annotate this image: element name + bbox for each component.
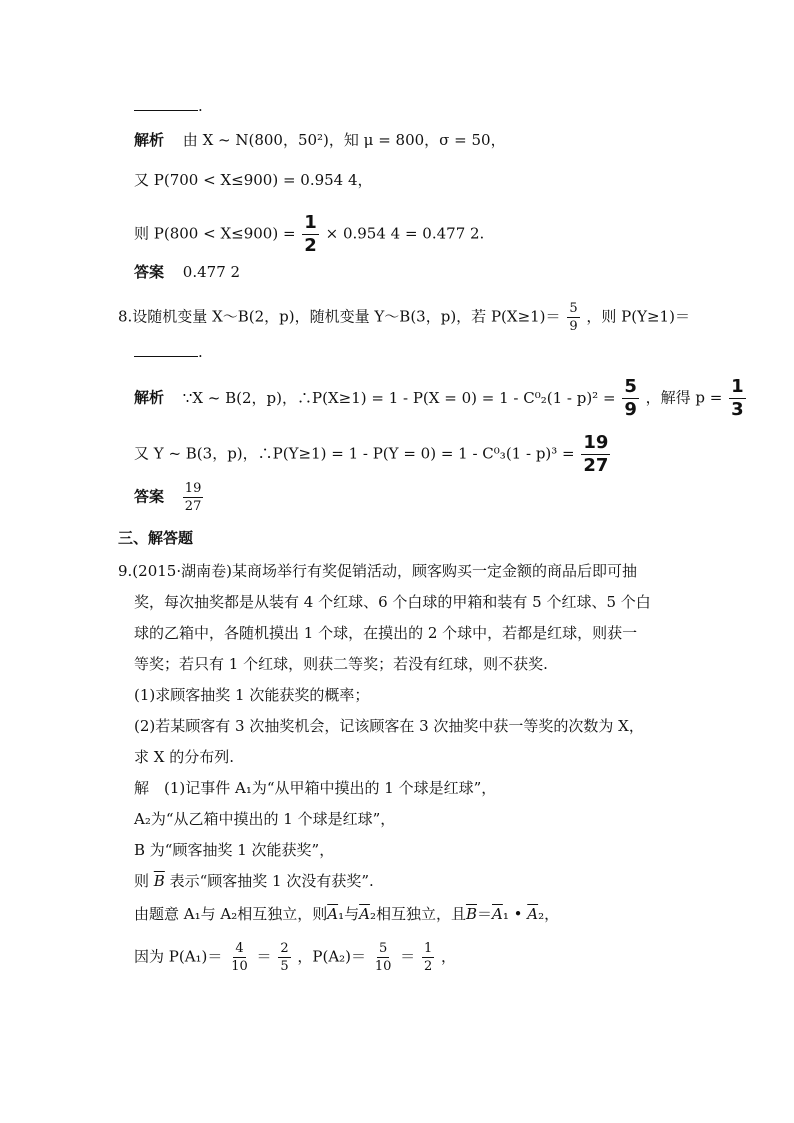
q9-solution-line6 — [134, 942, 456, 973]
q7-analysis-line3 — [134, 214, 484, 255]
complement-a2: $\overline{A}$ — [527, 905, 539, 923]
q9-stem-line1: 9.(2015·湖南卷)某商场举行有奖促销活动，顾客购买一定金额的商品后即可抽 — [118, 562, 637, 580]
answer-label: 答案 — [134, 263, 165, 281]
solution-text: 由题意 A₁与 A₂相互独立，则 — [134, 905, 328, 923]
solution-text: 因为 P(A₁)＝ — [134, 947, 223, 966]
fraction-denominator: 9 — [569, 319, 578, 334]
fraction-numerator: 1 — [731, 376, 744, 397]
q7-answer — [134, 262, 240, 282]
q9-part2-line2: 求 X 的分布列. — [134, 748, 234, 766]
fraction-denominator: 27 — [184, 499, 202, 514]
fraction-denominator: 5 — [280, 959, 289, 974]
q9-solution-line2: A₂为“从乙箱中摸出的 1 个球是红球”， — [134, 810, 396, 828]
answer-fraction — [183, 482, 204, 513]
solution-text: ₁与 — [338, 905, 360, 923]
solution-text: ， — [441, 947, 457, 966]
complement-a2: $\overline{A}$ — [359, 905, 370, 923]
q9-part2-line1: (2)若某顾客有 3 次抽奖机会，记该顾客在 3 次抽奖中获一等奖的次数为 X， — [134, 717, 644, 735]
analysis-text: 由 X ~ N(800，50²)，知 μ = 800，σ = 50， — [182, 131, 506, 149]
fraction-numerator: 5 — [624, 376, 637, 397]
q8-answer-blank: . — [134, 342, 203, 362]
q9-solution-line5 — [134, 904, 559, 924]
fraction-numerator: 4 — [235, 941, 244, 956]
formula-text: × 0.954 4 = 0.477 2. — [325, 224, 485, 243]
stem-text: ，则 P(Y≥1)＝ — [586, 307, 690, 326]
fraction-denominator: 9 — [624, 399, 637, 420]
answer-value: 0.477 2 — [182, 263, 241, 281]
fraction — [622, 378, 639, 419]
solution-text: ＝ — [400, 947, 416, 966]
fraction — [581, 434, 610, 475]
fraction — [373, 942, 394, 973]
fraction-numerator: 5 — [569, 301, 578, 316]
complement-a1: $\overline{A}$ — [492, 905, 503, 923]
q9-stem-line2: 奖，每次抽奖都是从装有 4 个红球、6 个白球的甲箱和装有 5 个红球、5 个白 — [134, 593, 651, 611]
fraction-denominator: 10 — [231, 959, 248, 974]
fraction-numerator: 1 — [304, 212, 317, 233]
q8-analysis-line2 — [134, 434, 612, 475]
q9-solution-line1: 解 (1)记事件 A₁为“从甲箱中摸出的 1 个球是红球”， — [134, 779, 497, 797]
fraction — [729, 378, 746, 419]
q7-analysis-line2: 又 P(700 < X≤900) = 0.954 4， — [134, 171, 373, 189]
solution-text: ，P(A₂)＝ — [297, 947, 367, 966]
fraction-denominator: 3 — [731, 399, 744, 420]
solution-text: ＝ — [256, 947, 272, 966]
fraction — [229, 942, 250, 973]
fraction — [278, 942, 290, 973]
q9-stem-line3: 球的乙箱中，各随机摸出 1 个球，在摸出的 2 个球中，若都是红球，则获一 — [134, 624, 638, 642]
q9-solution-line4 — [134, 871, 374, 891]
fraction-denominator: 2 — [304, 235, 317, 256]
formula-text: 又 Y ~ B(3，p)，∴P(Y≥1) = 1 - P(Y = 0) = 1 - C⁰₃(1 - p)³ = — [134, 444, 575, 463]
answer-label: 答案 — [134, 487, 165, 506]
complement-b: $\overline{B}$ — [465, 905, 477, 923]
stem-text: 8.设随机变量 X～B(2，p)，随机变量 Y～B(3，p)，若 P(X≥1)＝ — [118, 307, 561, 326]
analysis-label: 解析 — [134, 131, 165, 149]
solution-text: ₂相互独立，且 — [369, 905, 466, 923]
formula-text: ∵X ~ B(2，p)，∴P(X≥1) = 1 - P(X = 0) = 1 - C⁰₂(1 - p)² = — [182, 388, 616, 407]
solution-text: ＝ — [476, 905, 492, 923]
formula-text: 则 P(800 < X≤900) = — [134, 224, 296, 243]
fraction-numerator: 19 — [184, 481, 202, 496]
fraction-numerator: 19 — [583, 432, 609, 453]
q7-analysis — [134, 130, 506, 150]
fraction-denominator: 27 — [583, 455, 609, 476]
fraction — [302, 214, 319, 255]
fraction-denominator: 2 — [423, 959, 433, 974]
q8-answer — [134, 482, 205, 513]
section-title: 三、解答题 — [118, 529, 194, 547]
fraction-numerator: 2 — [280, 941, 289, 956]
q8-stem — [118, 302, 690, 333]
analysis-label: 解析 — [134, 388, 165, 407]
fraction-denominator: 10 — [374, 959, 392, 974]
fraction — [567, 302, 579, 333]
solution-text: 则 — [134, 872, 150, 890]
solution-text: 表示“顾客抽奖 1 次没有获奖”. — [169, 872, 374, 890]
fraction-numerator: 1 — [423, 941, 433, 956]
q7-answer-blank: . — [134, 96, 203, 116]
formula-text: ，解得 p = — [645, 388, 723, 407]
q9-solution-line3: B 为“顾客抽奖 1 次能获奖”， — [134, 841, 335, 859]
complement-a1: $\overline{A}$ — [327, 905, 339, 923]
complement-b: $\overline{B}$ — [153, 872, 165, 890]
solution-text: ₁ • — [502, 905, 528, 923]
q8-analysis-line1 — [134, 378, 748, 419]
fraction-numerator: 5 — [378, 941, 388, 956]
q9-stem-line4: 等奖；若只有 1 个红球，则获二等奖；若没有红球，则不获奖. — [134, 655, 548, 673]
q9-part1: (1)求顾客抽奖 1 次能获奖的概率； — [134, 686, 370, 704]
fraction — [422, 942, 434, 973]
solution-text: ₂， — [538, 905, 560, 923]
